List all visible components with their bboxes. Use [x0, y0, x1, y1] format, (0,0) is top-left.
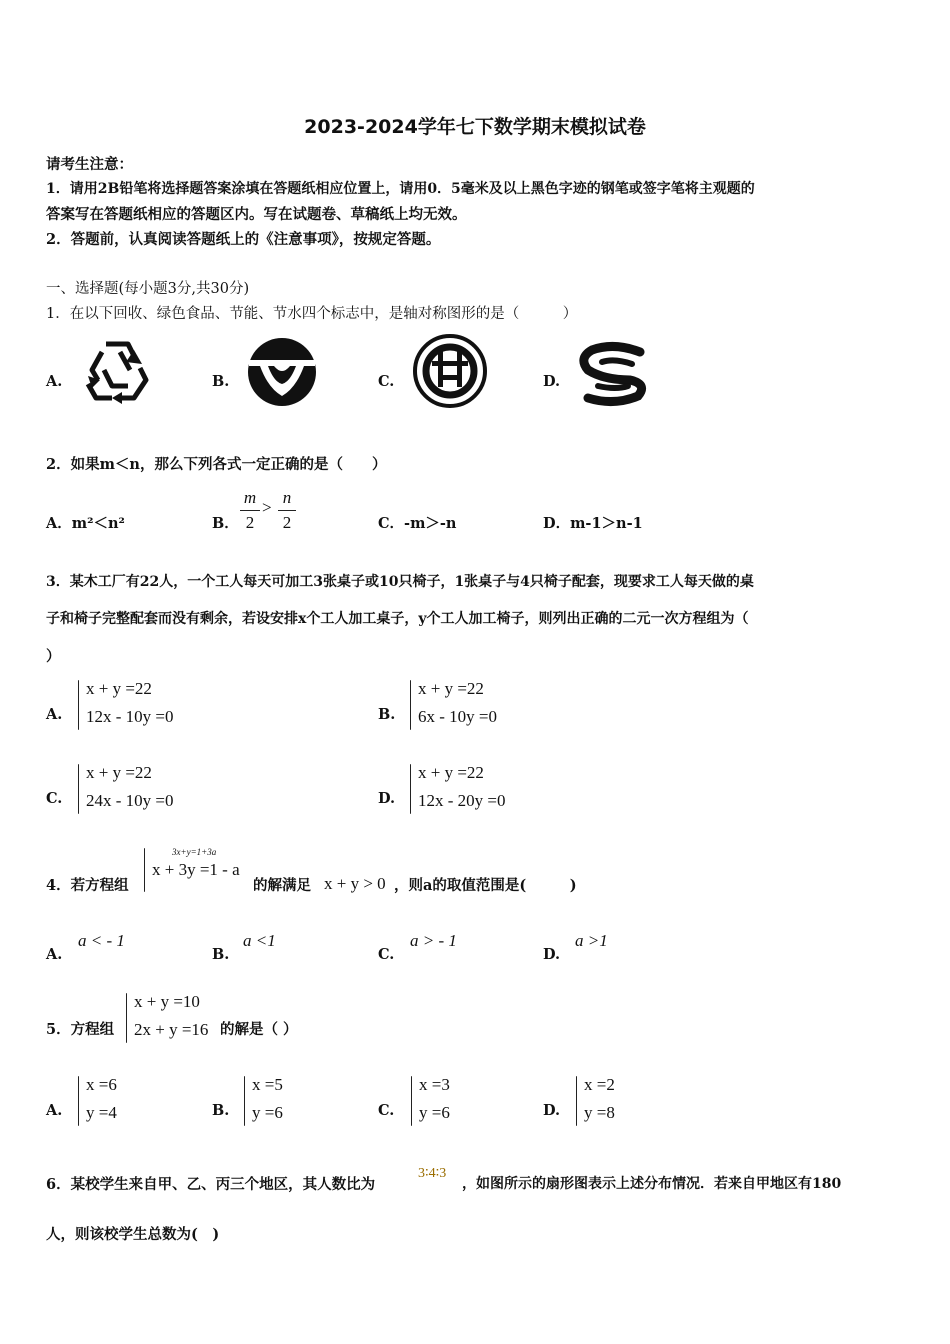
notice-line-1a: 1．请用2B铅笔将选择题答案涂填在答题纸相应位置上，请用0．5毫米及以上黑色字迹的钢笔或签字笔将主观题的 — [46, 181, 755, 197]
energy-saving-logo-icon — [412, 333, 488, 409]
question-4-option-a-expr: a < - 1 — [78, 931, 125, 950]
question-2-option-a-text: m²＜n² — [71, 515, 125, 532]
question-3-option-c-label: C. — [46, 790, 63, 807]
question-1-option-d-label: D. — [543, 373, 561, 390]
question-2-option-a-label: A． — [46, 515, 72, 532]
question-3-line-2: 子和椅子完整配套而没有剩余，若设安排x个工人加工桌子，y个工人加工椅子，则列出正确的二元一次方程组为（ — [46, 611, 749, 627]
fraction-numerator: m — [243, 488, 257, 507]
question-5-option-a-x: x =6 — [86, 1075, 117, 1094]
fraction-numerator: n — [282, 488, 292, 507]
question-6-line-2: 人，则该校学生总数为( ) — [46, 1226, 220, 1243]
question-2-option-d-label: D． — [543, 515, 571, 532]
question-1-option-c-label: C. — [378, 373, 395, 390]
question-3-option-a-eq2: 12x - 10y =0 — [86, 707, 174, 726]
question-3-option-b-label: B. — [378, 706, 396, 723]
question-5-option-c-label: C. — [378, 1102, 395, 1119]
question-2-option-b-fraction-n — [278, 488, 296, 533]
question-3-option-d-label: D. — [378, 790, 396, 807]
question-5-option-a-y: y =4 — [86, 1103, 117, 1122]
brace — [78, 764, 79, 814]
fraction-denominator: 2 — [282, 513, 292, 532]
question-2-option-b-label: B． — [212, 515, 239, 532]
question-6-ratio: 3∶4∶3 — [418, 1166, 447, 1181]
page-title: 2023-2024学年七下数学期末模拟试卷 — [304, 116, 646, 138]
question-5-prefix: 5．方程组 — [46, 1021, 115, 1038]
recycle-logo-icon — [82, 336, 152, 408]
question-4-eq-main: x + 3y =1 - a — [152, 860, 240, 879]
question-2-option-b-fraction-m — [240, 488, 260, 533]
question-4-option-c-label: C. — [378, 946, 395, 963]
question-5-eq1: x + y =10 — [134, 992, 200, 1011]
question-3-line-3: ） — [46, 648, 61, 665]
question-6-prefix: 6．某校学生来自甲、乙、丙三个地区，其人数比为 — [46, 1176, 376, 1193]
question-5-eq2: 2x + y =16 — [134, 1020, 209, 1039]
question-4-option-d-label: D. — [543, 946, 561, 963]
brace — [410, 680, 411, 730]
question-2-option-c-label: C． — [378, 515, 405, 532]
question-2-option-d-text: m-1＞n-1 — [570, 515, 643, 532]
water-saving-logo-icon — [574, 340, 656, 408]
question-4-option-b-expr: a <1 — [243, 931, 276, 950]
question-5-option-c-x: x =3 — [419, 1075, 450, 1094]
fraction-denominator: 2 — [245, 513, 255, 532]
brace — [144, 848, 145, 892]
question-5-option-a-label: A. — [46, 1102, 63, 1119]
question-2-option-b-operator: > — [262, 498, 272, 517]
question-3-option-b-eq2: 6x - 10y =0 — [418, 707, 497, 726]
question-5-option-b-label: B. — [212, 1102, 230, 1119]
question-4-option-a-label: A. — [46, 946, 63, 963]
question-4-prefix: 4．若方程组 — [46, 877, 129, 894]
brace — [410, 764, 411, 814]
brace — [244, 1076, 245, 1126]
brace — [78, 1076, 79, 1126]
question-1-option-b-label: B. — [212, 373, 230, 390]
question-3-option-b-eq1: x + y =22 — [418, 679, 484, 698]
question-4-option-d-expr: a >1 — [575, 931, 608, 950]
question-1-option-a-label: A. — [46, 373, 63, 390]
question-3-option-d-eq2: 12x - 20y =0 — [418, 791, 506, 810]
brace — [78, 680, 79, 730]
question-3-line-1: 3．某木工厂有22人，一个工人每天可加工3张桌子或10只椅子，1张桌子与4只椅子配套，现要求工人每天做的桌 — [46, 574, 754, 590]
question-2-stem: 2．如果m＜n，那么下列各式一定正确的是（ ） — [46, 456, 387, 473]
question-5-option-d-x: x =2 — [584, 1075, 615, 1094]
question-4-suffix: ，则a的取值范围是( ) — [394, 877, 577, 894]
question-4-condition: x + y > 0 — [324, 874, 386, 893]
brace — [126, 993, 127, 1043]
brace — [576, 1076, 577, 1126]
question-3-option-c-eq2: 24x - 10y =0 — [86, 791, 174, 810]
question-4-option-b-label: B. — [212, 946, 230, 963]
brace — [411, 1076, 412, 1126]
notice-heading: 请考生注意： — [46, 156, 133, 173]
section-heading: 一、选择题(每小题3分,共30分) — [46, 281, 250, 297]
question-2-option-c-text: -m＞-n — [404, 515, 457, 532]
green-food-logo-icon — [246, 336, 318, 408]
question-5-option-d-y: y =8 — [584, 1103, 615, 1122]
question-4-eq-small: 3x+y=1+3a — [172, 847, 217, 857]
notice-line-2: 2．答题前，认真阅读答题纸上的《注意事项》，按规定答题。 — [46, 231, 441, 248]
question-4-mid: 的解满足 — [253, 877, 311, 894]
question-5-option-b-x: x =5 — [252, 1075, 283, 1094]
question-6-suffix: ，如图所示的扇形图表示上述分布情况．若来自甲地区有180 — [462, 1176, 842, 1192]
question-5-suffix: 的解是（ ） — [220, 1021, 298, 1038]
question-5-option-d-label: D. — [543, 1102, 561, 1119]
notice-line-1b: 答案写在答题纸相应的答题区内。写在试题卷、草稿纸上均无效。 — [46, 206, 467, 223]
question-4-option-c-expr: a > - 1 — [410, 931, 457, 950]
question-3-option-a-eq1: x + y =22 — [86, 679, 152, 698]
question-3-option-c-eq1: x + y =22 — [86, 763, 152, 782]
question-5-option-c-y: y =6 — [419, 1103, 450, 1122]
question-5-option-b-y: y =6 — [252, 1103, 283, 1122]
question-3-option-a-label: A. — [46, 706, 63, 723]
question-3-option-d-eq1: x + y =22 — [418, 763, 484, 782]
question-1-stem: 1．在以下回收、绿色食品、节能、节水四个标志中，是轴对称图形的是（ ） — [46, 306, 578, 322]
